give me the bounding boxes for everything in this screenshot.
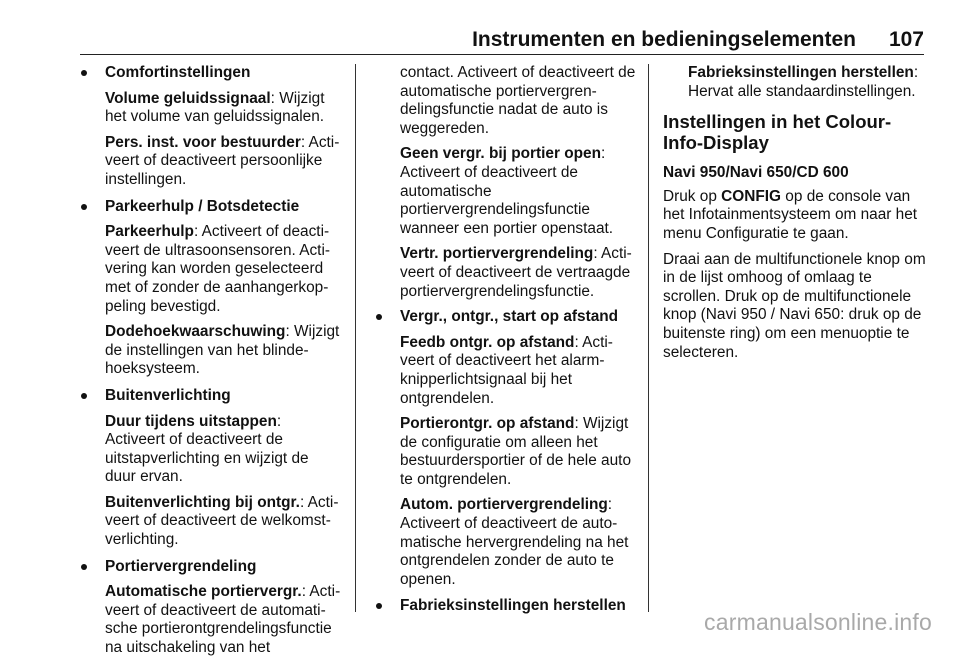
paragraph: Duur tijdens uitstappen: Activeert of deactiveert de uitstapverlichting en wijzigt de duur ervan.	[105, 412, 309, 486]
paragraph: Vertr. portiervergrendeling: Activeert of deactiveert de vertraagde portiervergrendelingsfunctie.	[400, 245, 632, 300]
paragraph: Pers. inst. voor bestuurder: Activeert of deactiveert persoonlijke instellingen.	[105, 133, 340, 188]
continued-content	[375, 64, 637, 301]
paragraph: Feedb ontgr. op afstand: Activeert of deactiveert het alarmknipperlichtsignaal bij het ontgrendelen.	[400, 333, 613, 407]
subsection-heading: Navi 950/Navi 650/CD 600	[663, 164, 849, 182]
paragraph: Druk op CONFIG op de console van het Infotainmentsysteem om naar het menu Configuratie te gaan.	[663, 187, 918, 242]
bullet-icon	[81, 393, 87, 399]
list-item	[375, 308, 637, 589]
item-title: Buitenverlichting	[105, 386, 231, 404]
list-item	[80, 558, 342, 658]
paragraph: Parkeerhulp: Activeert of deactiveert de ultrasoonsensoren. Activering kan worden geselecteerd met of zonder de aanhangerkoppeling bevestigd.	[105, 223, 331, 315]
bullet-icon	[81, 564, 87, 570]
page-number: 107	[888, 28, 924, 51]
bullet-icon	[81, 204, 87, 210]
paragraph: Fabrieksinstellingen herstellen: Hervat alle standaardinstellingen.	[688, 64, 919, 100]
section-heading: Instellingen in het Colour-Info-Display	[663, 111, 892, 154]
bullet-icon	[376, 603, 382, 609]
item-title: Parkeerhulp / Botsdetectie	[105, 197, 300, 215]
paragraph: Autom. portiervergrendeling: Activeert of deactiveert de automatische hervergrendeling na het ontgrendelen zonder de auto te openen.	[400, 496, 629, 588]
bullet-icon	[81, 70, 87, 76]
paragraph: Volume geluidssignaal: Wijzigt het volume van geluidssignalen.	[105, 89, 325, 126]
list-item	[375, 597, 637, 616]
list-item	[80, 64, 342, 190]
column-divider-2	[648, 64, 649, 612]
watermark: carmanualsonline.info	[704, 609, 932, 635]
column-3	[663, 64, 931, 369]
continued-content	[663, 64, 931, 101]
bullet-icon	[376, 314, 382, 320]
item-title: Comfortinstellingen	[105, 64, 251, 81]
paragraph: Geen vergr. bij portier open: Activeert of deactiveert de automatische portiervergrendelingsfunctie wanneer een portier openstaat.	[400, 145, 614, 237]
page-header	[80, 22, 924, 55]
column-2	[375, 64, 637, 624]
paragraph: Buitenverlichting bij ontgr.: Activeert of deactiveert de welkomstverlichting.	[105, 493, 339, 549]
item-title: Fabrieksinstellingen herstellen	[400, 597, 626, 615]
list-item	[80, 198, 342, 379]
header-title: Instrumenten en bedieningselementen	[472, 28, 856, 51]
paragraph: Automatische portiervergr.: Activeert of deactiveert de automatische portierontgrendelingsfunctie na uitschakeling van het	[105, 583, 341, 657]
paragraph: Portierontgr. op afstand: Wijzigt de configuratie om alleen het bestuurdersportier of de hele auto te ontgrendelen.	[400, 415, 632, 488]
item-title: Vergr., ontgr., start op afstand	[400, 308, 619, 326]
paragraph: Draai aan de multifunctionele knop om in de lijst omhoog of omlaag te scrollen. Druk op de multifunctionele knop (Navi 950 / Navi 650: druk op de buitenste ring) om een menuoptie te selecteren.	[663, 250, 926, 361]
column-divider-1	[355, 64, 356, 612]
item-title: Portiervergrendeling	[105, 557, 257, 575]
paragraph: contact. Activeert of deactiveert de automatische portiervergrendelingsfunctie nadat de auto is weggereden.	[400, 64, 636, 137]
column-1	[80, 64, 342, 666]
list-item	[80, 387, 342, 550]
paragraph: Dodehoekwaarschuwing: Wijzigt de instellingen van het blindehoeksysteem.	[105, 323, 340, 378]
